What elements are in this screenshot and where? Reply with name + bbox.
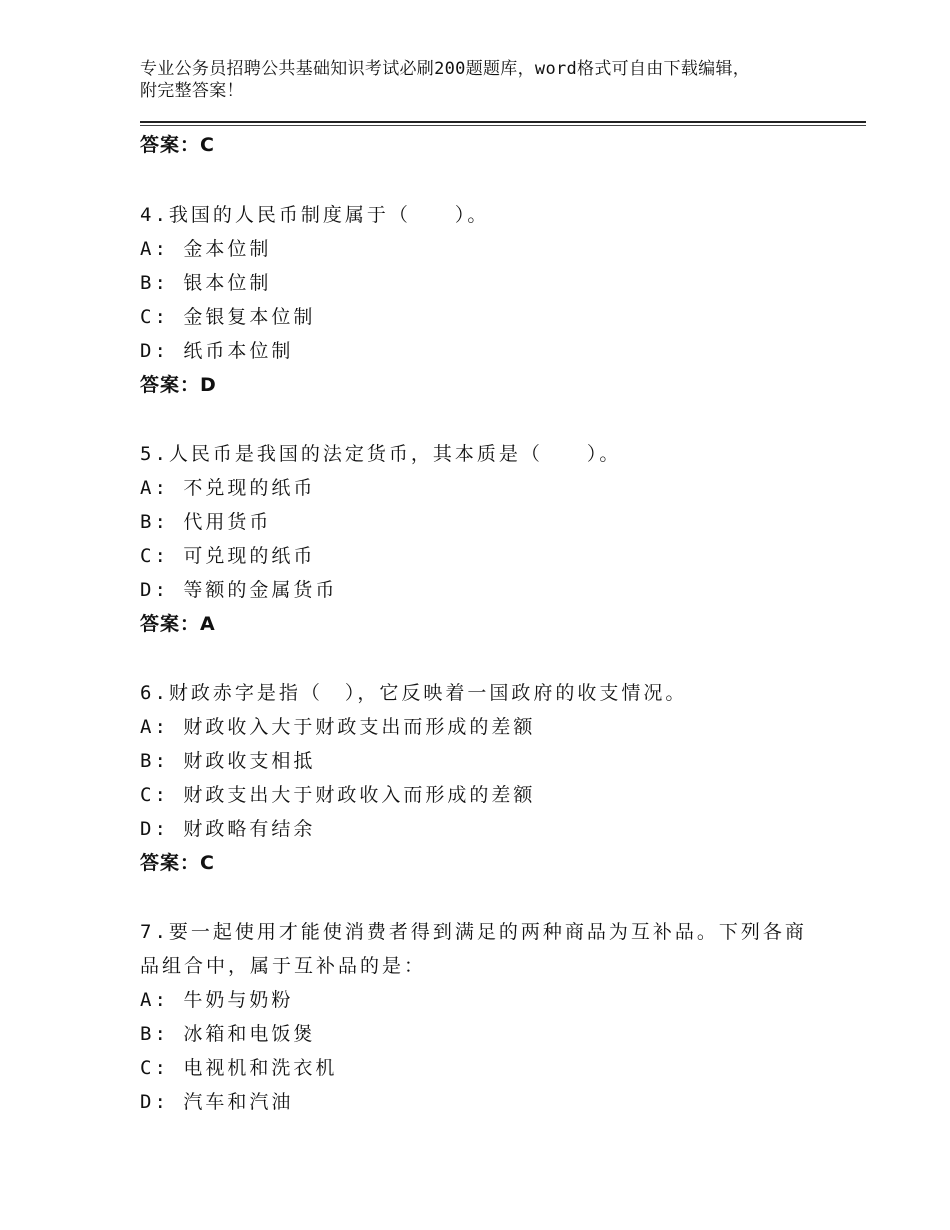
question-4-option-c: C: 金银复本位制 — [140, 306, 316, 328]
question-7-option-c: C: 电视机和洗衣机 — [140, 1057, 338, 1079]
question-5-option-a: A: 不兑现的纸币 — [140, 477, 316, 499]
question-4-stem: 4.我国的人民币制度属于（ ）。 — [140, 204, 490, 226]
header-rule-thin — [140, 125, 866, 126]
question-4-option-d: D: 纸币本位制 — [140, 340, 294, 362]
question-5-option-d: D: 等额的金属货币 — [140, 579, 338, 601]
question-6-option-c: C: 财政支出大于财政收入而形成的差额 — [140, 784, 536, 806]
header-line-1: 专业公务员招聘公共基础知识考试必刷200题题库，word格式可自由下载编辑， — [140, 59, 751, 79]
question-6-answer: 答案：C — [140, 852, 215, 874]
question-6-option-b: B: 财政收支相抵 — [140, 750, 316, 772]
question-7-option-d: D: 汽车和汽油 — [140, 1091, 294, 1113]
header-rule-thick — [140, 121, 866, 123]
question-7-option-b: B: 冰箱和电饭煲 — [140, 1023, 316, 1045]
page-header — [140, 58, 820, 102]
question-5-stem: 5.人民币是我国的法定货币，其本质是（ ）。 — [140, 443, 622, 465]
answer-previous: 答案：C — [140, 134, 215, 156]
question-7-stem-line-2: 品组合中，属于互补品的是： — [140, 955, 427, 977]
question-4-answer: 答案：D — [140, 374, 217, 396]
question-7-stem-line-1: 7.要一起使用才能使消费者得到满足的两种商品为互补品。下列各商 — [140, 921, 807, 943]
question-5-option-c: C: 可兑现的纸币 — [140, 545, 316, 567]
question-4-option-a: A: 金本位制 — [140, 238, 272, 260]
header-line-2: 附完整答案！ — [140, 81, 244, 101]
question-6-option-d: D: 财政略有结余 — [140, 818, 316, 840]
question-5-answer: 答案：A — [140, 613, 216, 635]
question-6-stem: 6.财政赤字是指（ ），它反映着一国政府的收支情况。 — [140, 682, 688, 704]
question-4-option-b: B: 银本位制 — [140, 272, 272, 294]
question-6-option-a: A: 财政收入大于财政支出而形成的差额 — [140, 716, 536, 738]
question-7-option-a: A: 牛奶与奶粉 — [140, 989, 294, 1011]
question-5-option-b: B: 代用货币 — [140, 511, 272, 533]
